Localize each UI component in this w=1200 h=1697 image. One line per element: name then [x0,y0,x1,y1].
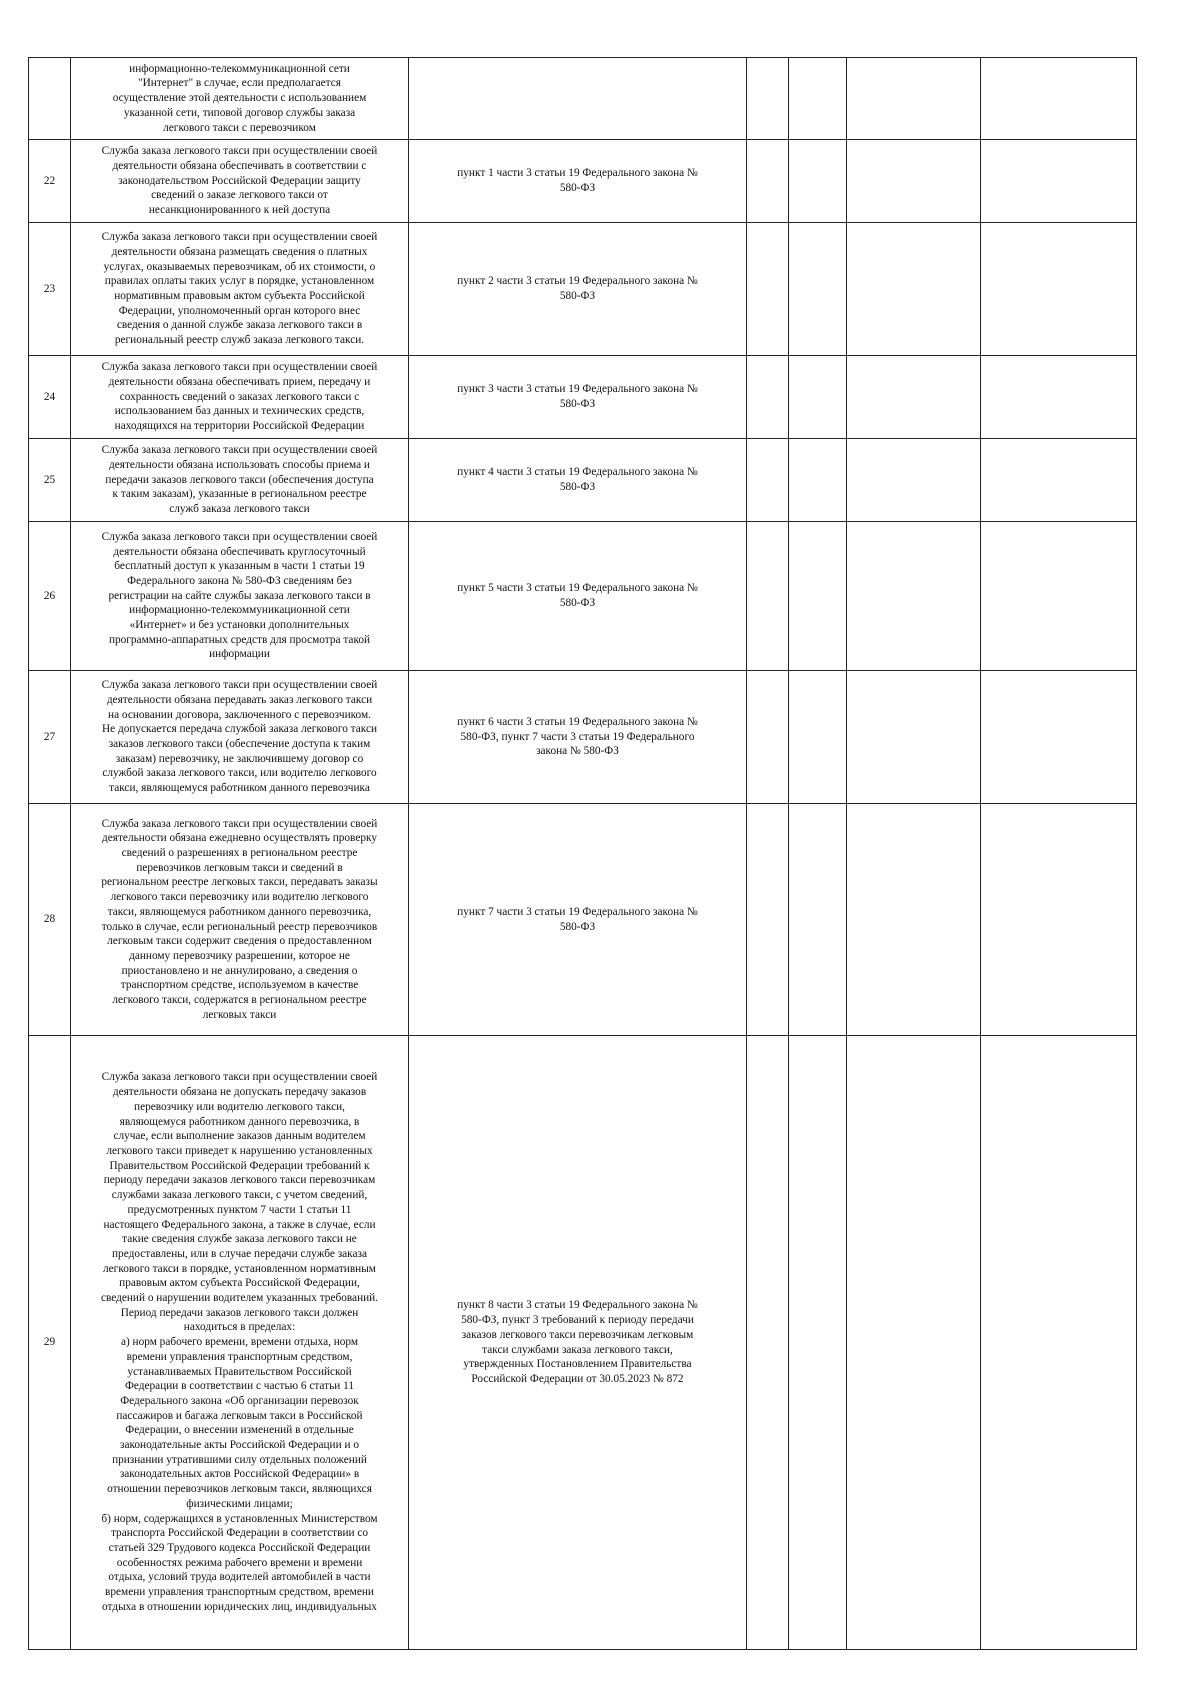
empty-cell [847,140,981,223]
empty-cell [981,58,1137,140]
legal-basis [409,58,747,140]
empty-cell [789,522,847,671]
table-row [29,356,1137,439]
empty-cell [747,223,789,356]
empty-cell [747,522,789,671]
legal-basis: пункт 1 части 3 статьи 19 Федерального закона № 580-ФЗ [409,140,747,223]
empty-cell [847,58,981,140]
table-row [29,223,1137,356]
requirement-text: Служба заказа легкового такси при осуществлении своей деятельности обязана ежедневно осуществлять проверку сведений о разрешениях в региональном реестре перевозчиков легковым такси и сведений в региональном реестре легковых такси, передавать заказы легкового такси перевозчику или водителю легкового такси, являющемуся работником данного перевозчика, только в случае, если региональный реестр перевозчиков легковым такси содержит сведения о предоставленном данному перевозчику разрешении, которое не приостановлено и не аннулировано, а сведения о транспортном средстве, используемом в качестве легкового такси, содержатся в региональном реестре легковых такси [71,804,409,1036]
empty-cell [847,522,981,671]
legal-basis: пункт 2 части 3 статьи 19 Федерального закона № 580-ФЗ [409,223,747,356]
empty-cell [981,356,1137,439]
requirement-text: Служба заказа легкового такси при осуществлении своей деятельности обязана размещать сведения о платных услугах, оказываемых перевозчикам, об их стоимости, о правилах оплаты таких услуг в порядке, установленном нормативным правовым актом субъекта Российской Федерации, уполномоченный орган которого внес сведения о данной службе заказа легкового такси в региональный реестр служб заказа легкового такси. [71,223,409,356]
empty-cell [847,804,981,1036]
empty-cell [789,223,847,356]
table-row [29,671,1137,804]
requirements-table [28,57,1137,1650]
legal-basis: пункт 3 части 3 статьи 19 Федерального закона № 580-ФЗ [409,356,747,439]
empty-cell [747,671,789,804]
row-number: 25 [29,439,71,522]
empty-cell [747,140,789,223]
requirement-text: информационно-телекоммуникационной сети "Интернет" в случае, если предполагается осуществление этой деятельности с использованием указанной сети, типовой договор службы заказа легкового такси с перевозчиком [71,58,409,140]
table-row [29,1036,1137,1650]
requirement-text: Служба заказа легкового такси при осуществлении своей деятельности обязана использовать способы приема и передачи заказов легкового такси (обеспечения доступа к таким заказам), указанные в региональном реестре служб заказа легкового такси [71,439,409,522]
row-number: 27 [29,671,71,804]
requirement-text: Служба заказа легкового такси при осуществлении своей деятельности обязана обеспечивать прием, передачу и сохранность сведений о заказах легкового такси с использованием баз данных и технических средств, находящихся на территории Российской Федерации [71,356,409,439]
legal-basis: пункт 5 части 3 статьи 19 Федерального закона № 580-ФЗ [409,522,747,671]
empty-cell [981,522,1137,671]
empty-cell [981,671,1137,804]
row-number: 29 [29,1036,71,1650]
empty-cell [789,804,847,1036]
empty-cell [981,140,1137,223]
legal-basis: пункт 7 части 3 статьи 19 Федерального закона № 580-ФЗ [409,804,747,1036]
empty-cell [789,1036,847,1650]
empty-cell [847,356,981,439]
row-number: 24 [29,356,71,439]
empty-cell [747,356,789,439]
empty-cell [847,223,981,356]
row-number: 28 [29,804,71,1036]
empty-cell [981,439,1137,522]
table-row [29,439,1137,522]
empty-cell [747,58,789,140]
row-number [29,58,71,140]
requirement-text: Служба заказа легкового такси при осуществлении своей деятельности обязана обеспечивать в соответствии с законодательством Российской Федерации защиту сведений о заказе легкового такси от несанкционированного к ней доступа [71,140,409,223]
legal-basis: пункт 4 части 3 статьи 19 Федерального закона № 580-ФЗ [409,439,747,522]
empty-cell [789,671,847,804]
empty-cell [981,1036,1137,1650]
empty-cell [789,439,847,522]
requirement-text: Служба заказа легкового такси при осуществлении своей деятельности обязана не допускать передачу заказов перевозчику или водителю легкового такси, являющемуся работником данного перевозчика, в случае, если выполнение заказов данным водителем легкового такси приведет к нарушению установленных Правительством Российской Федерации требований к периоду передачи заказов легкового такси перевозчикам службами заказа легкового такси, с учетом сведений, предусмотренных пунктом 7 части 1 статьи 11 настоящего Федерального закона, а также в случае, если такие сведения службе заказа легкового такси не предоставлены, или в случае передачи службе заказа легкового такси в порядке, установленном нормативным правовым актом субъекта Российской Федерации, сведений о нарушении водителем указанных требований. Период передачи заказов легкового такси должен находиться в пределах: а) норм рабочего времени, времени отдыха, норм времени управления транспортным средством, устанавливаемых Правительством Российской Федерации в соответствии с частью 6 статьи 11 Федерального закона «Об организации перевозок пассажиров и багажа легковым такси в Российской Федерации, о внесении изменений в отдельные законодательные акты Российской Федерации и о признании утратившими силу отдельных положений законодательных актов Российской Федерации» в отношении перевозчиков легковым такси, являющихся физическими лицами; б) норм, содержащихся в установленных Министерством транспорта Российской Федерации в соответствии со статьей 329 Трудового кодекса Российской Федерации особенностях режима рабочего времени и времени отдыха, условий труда водителей автомобилей в части времени управления транспортным средством, времени отдыха в отношении юридических лиц, индивидуальных [71,1036,409,1650]
table-row [29,140,1137,223]
legal-basis: пункт 8 части 3 статьи 19 Федерального закона № 580-ФЗ, пункт 3 требований к периоду передачи заказов легкового такси перевозчикам легковым такси службами заказа легкового такси, утвержденных Постановлением Правительства Российской Федерации от 30.05.2023 № 872 [409,1036,747,1650]
row-number: 23 [29,223,71,356]
empty-cell [789,356,847,439]
legal-basis: пункт 6 части 3 статьи 19 Федерального закона № 580-ФЗ, пункт 7 части 3 статьи 19 Федерального закона № 580-ФЗ [409,671,747,804]
empty-cell [789,58,847,140]
empty-cell [981,804,1137,1036]
table-row [29,804,1137,1036]
empty-cell [747,804,789,1036]
table-row [29,522,1137,671]
empty-cell [747,439,789,522]
empty-cell [747,1036,789,1650]
row-number: 22 [29,140,71,223]
empty-cell [847,671,981,804]
requirement-text: Служба заказа легкового такси при осуществлении своей деятельности обязана передавать заказ легкового такси на основании договора, заключенного с перевозчиком. Не допускается передача службой заказа легкового такси заказов легкового такси (обеспечение доступа к таким заказам) перевозчику, не заключившему договор со службой заказа легкового такси, или водителю легкового такси, являющемуся работником данного перевозчика [71,671,409,804]
empty-cell [981,223,1137,356]
requirement-text: Служба заказа легкового такси при осуществлении своей деятельности обязана обеспечивать круглосуточный бесплатный доступ к указанным в части 1 статьи 19 Федерального закона № 580-ФЗ сведениям без регистрации на сайте службы заказа легкового такси в информационно-телекоммуникационной сети «Интернет» и без установки дополнительных программно-аппаратных средств для просмотра такой информации [71,522,409,671]
empty-cell [789,140,847,223]
row-number: 26 [29,522,71,671]
empty-cell [847,439,981,522]
empty-cell [847,1036,981,1650]
table-row [29,58,1137,140]
